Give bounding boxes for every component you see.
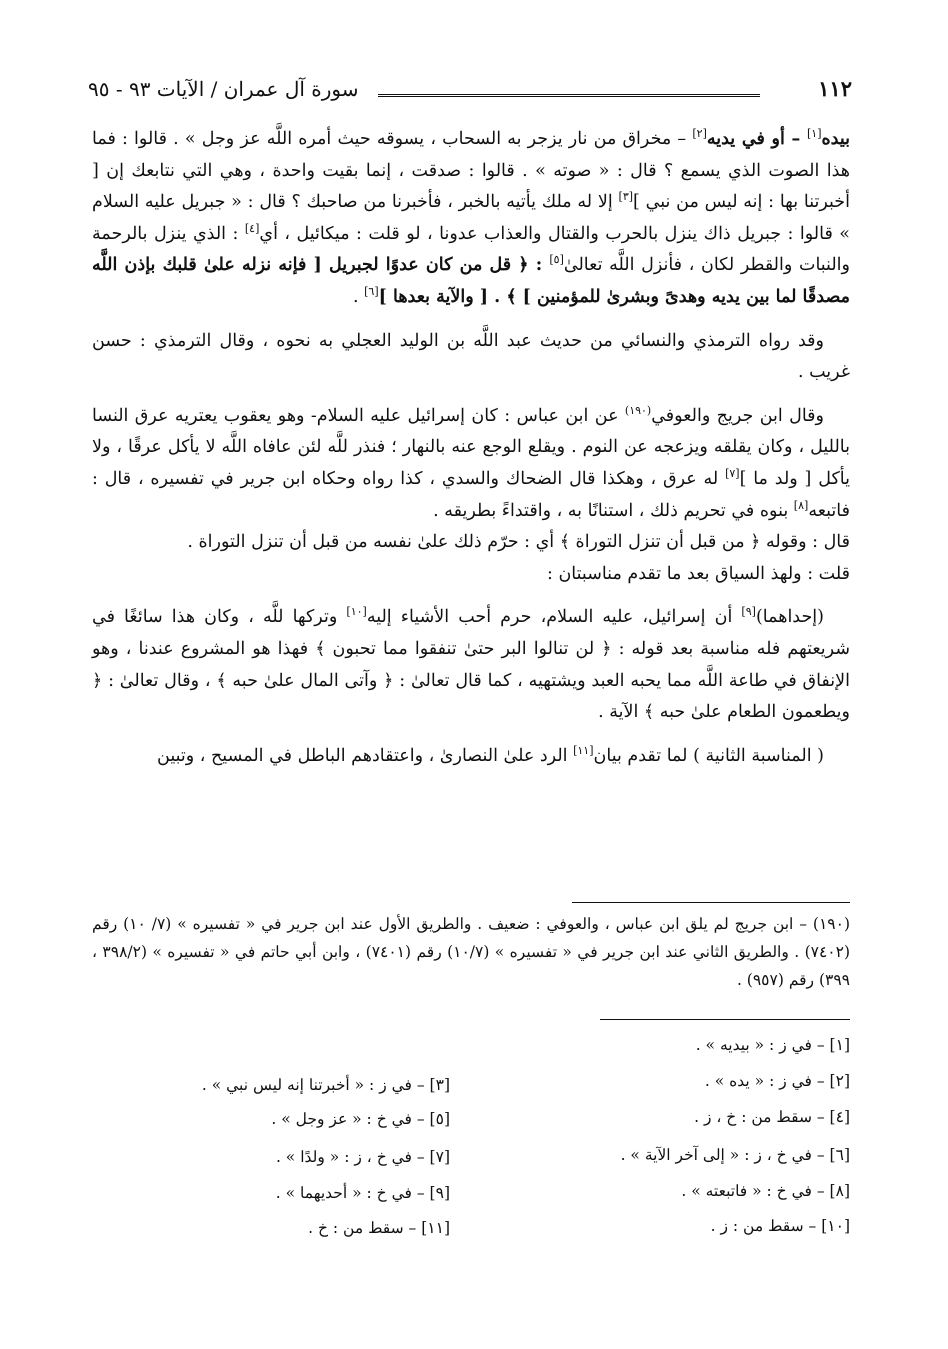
text-run: وقال ابن جريج والعوفي (651, 405, 824, 426)
header-rule (378, 94, 760, 97)
variant-note: [٦] – في خ ، ز : « إلى آخر الآية » . (620, 1146, 850, 1164)
running-head: سورة آل عمران / الآيات ٩٣ - ٩٥ (88, 77, 359, 101)
text-run: إلا له ملك يأتيه بالخبر ، فأخبرنا من صاحبك ؟ قال : « جبريل عليه السلام » قالوا : جبريل ذاك ينزل بالحرب والقتال والعذاب عدونا ، لو قلت : ميكائيل ، أي (92, 192, 850, 244)
page-number: ١١٢ (818, 76, 852, 101)
paragraph (92, 124, 850, 314)
footnote-ref: (١٩٠) (624, 403, 652, 417)
variant-note: [٢] – في ز : « يده » . (704, 1072, 850, 1090)
paragraph: وقد رواه الترمذي والنسائي من حديث عبد اللَّه بن الوليد العجلي به نحوه ، وقال الترمذي : حسن غريب . (92, 330, 850, 383)
paragraph (92, 401, 850, 527)
variants-rule (600, 1019, 850, 1020)
page-header (88, 76, 852, 112)
text-run: (إحداهما) (755, 607, 824, 628)
footnote-190: (١٩٠) – ابن جريج لم يلق ابن عباس ، والعوفي : ضعيف . والطريق الأول عند ابن جرير في « تفسيره » (٧/ ١٠) رقم (٧٤٠٢) . والطريق الثاني عند ابن جرير في « تفسيره » (١٠/٧) رقم (٧٤٠١) ، وابن أبي حاتم في « تفسيره » (٣٩٨/٢ ، ٣٩٩) رقم (٩٥٧) . (92, 915, 850, 989)
footnote-rule (572, 902, 850, 903)
variant-ref: [٢] (692, 127, 707, 141)
text-run: – مخراق من نار يزجر به السحاب ، يسوقه حيث أمره اللَّه عز وجل » . قالوا : فما هذا الصوت الذي يسمع ؟ قال : « صوته » . قالوا : صدقت ، إنما بقيت واحدة ، وهي التي نتابعك إن [ أخبرتنا بها : إنه ليس من نبي ] (92, 129, 850, 213)
text-run: ( المناسبة الثانية ) لما تقدم بيان (593, 745, 824, 766)
text-run: الرد علىٰ النصارىٰ ، واعتقادهم الباطل في المسيح ، وتبين (157, 745, 574, 766)
paragraph (92, 741, 850, 773)
variant-note: [١٠] – سقط من : ز . (710, 1217, 850, 1235)
variant-note: [٩] – في خ : « أحديهما » . (275, 1184, 450, 1202)
paragraph: قلت : ولهذ السياق بعد ما تقدم مناسبتان : (546, 563, 850, 584)
variant-note: [٥] – في خ : « عز وجل » . (271, 1110, 450, 1128)
text-run: أن إسرائيل، عليه السلام، حرم أحب الأشياء إليه (366, 607, 742, 628)
paragraph: قال : وقوله ﴿ من قبل أن تنزل التوراة ﴾ أي : حرّم ذلك علىٰ نفسه من قبل أن تنزل التوراة . (187, 532, 850, 553)
variant-note: [٣] – في ز : « أخبرتنا إنه ليس نبي » . (201, 1076, 450, 1094)
main-text (92, 124, 850, 772)
quran-quote: : ﴿ قل من كان عدوًا لجبريل [ فإنه نزله علىٰ قلبك بإذن اللَّه مصدقًا لما بين يديه وهدىً وبشرىٰ للمؤمنين ] ﴾ . [ والآية بعدها ] (92, 255, 850, 307)
text-run: وتركها للَّه ، وكان هذا سائغًا في شريعتهم فله مناسبة بعد قوله : ﴿ لن تنالوا البر حتىٰ تنفقوا مما تحبون ﴾ فهذا هو المشروع عندنا ، وهو الإنفاق في طاعة اللَّه مما يحبه العبد ويشتهيه ، كما قال تعالىٰ : ﴿ وآتى المال علىٰ حبه ﴾ ، وقال تعالىٰ : ﴿ ويطعمون الطعام علىٰ حبه ﴾ الآية . (92, 607, 850, 723)
variant-ref: [٦] (364, 285, 379, 299)
variant-ref: [٥] (549, 253, 564, 267)
text-run: عن ابن عباس : كان إسرائيل عليه السلام- وهو يعقوب يعتريه عرق النسا بالليل ، وكان يقلقه ويزعجه عن النوم . ويقلع الوجع عنه بالنهار ؛ فنذر للَّه لئن عافاه اللَّه لا يأكل عرقًا ، ولا يأكل [ ولد ما ] (92, 405, 850, 489)
variant-note: [١] – في ز : « بيديه » . (695, 1036, 850, 1054)
variant-note: [١١] – سقط من : خ . (308, 1219, 450, 1237)
text-run: بنوه في تحريم ذلك ، استنانًا به ، واقتداءً بطريقه . (433, 500, 794, 521)
text-run: . (352, 286, 365, 307)
variant-ref: [١١] (573, 743, 594, 757)
variant-note: [٤] – سقط من : خ ، ز . (694, 1108, 850, 1126)
variant-note: [٧] – في خ ، ز : « ولدًا » . (275, 1148, 450, 1166)
variant-ref: [٣] (618, 190, 634, 204)
variant-ref: [٩] (741, 605, 756, 619)
variant-ref: [٤] (244, 221, 260, 235)
text-run: – أو في يديه (706, 129, 807, 149)
variant-ref: [٧] (725, 467, 740, 481)
text-run: له عرق ، وهكذا قال الضحاك والسدي ، كذا رواه وحكاه ابن جرير في تفسيره ، قال : فاتبعه (92, 468, 850, 521)
variant-ref: [١٠] (346, 605, 367, 619)
variant-ref: [١] (806, 127, 822, 141)
text-run: بيده (821, 129, 850, 149)
textual-variants (120, 1036, 850, 1246)
paragraph (92, 602, 850, 728)
variant-note: [٨] – في خ : « فاتبعته » . (681, 1182, 850, 1200)
text-run: : الذي ينزل بالرحمة والنبات والقطر لكان ، فأنزل اللَّه تعالىٰ (92, 223, 850, 276)
variant-ref: [٨] (793, 498, 809, 512)
